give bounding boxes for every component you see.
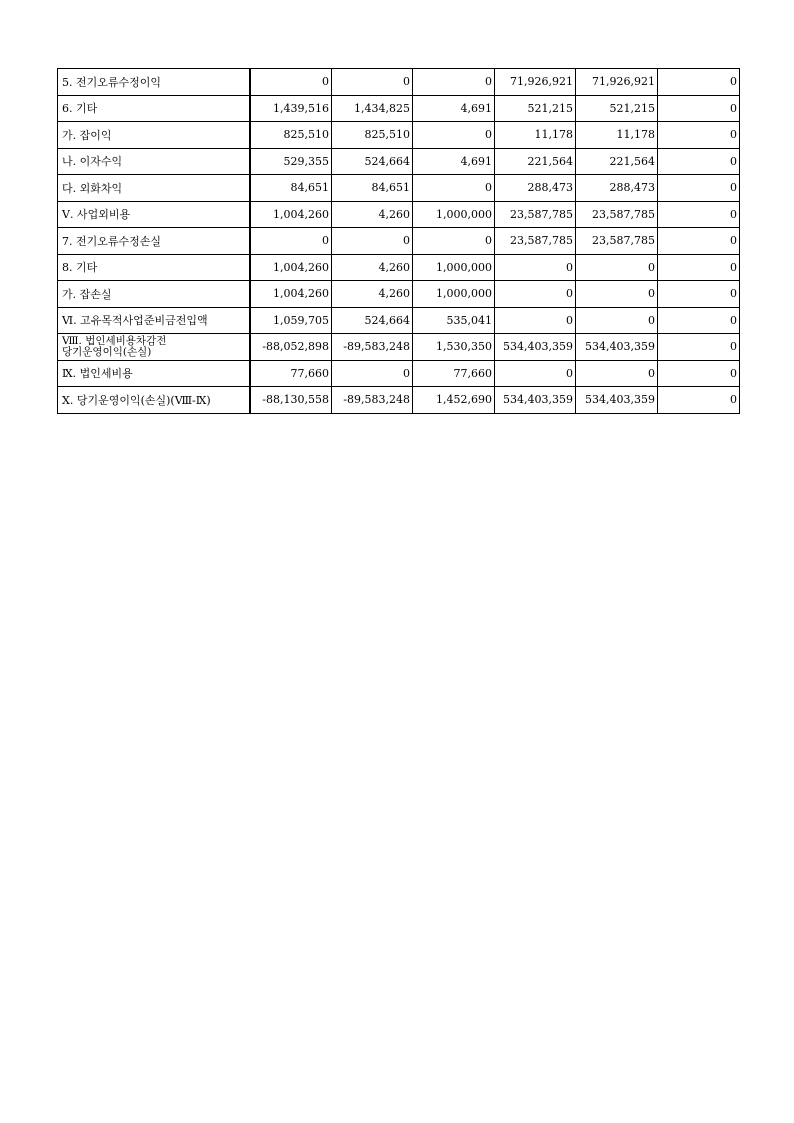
table-cell: 4,691 [413,95,495,122]
table-cell: 529,355 [250,148,332,175]
table-cell: 23,587,785 [576,228,658,255]
table-cell: 0 [658,307,740,334]
table-cell: 825,510 [250,122,332,149]
table-cell: 1,439,516 [250,95,332,122]
table-cell: 0 [413,69,495,96]
table-cell: 4,691 [413,148,495,175]
table-row [58,387,740,414]
table-row [58,148,740,175]
table-cell: 84,651 [332,175,413,202]
table-row [58,69,740,96]
table-cell: 1,004,260 [250,201,332,228]
table-cell: -89,583,248 [332,334,413,361]
table-cell: 521,215 [495,95,576,122]
table-cell: 534,403,359 [576,387,658,414]
financial-statement-table [57,68,740,414]
row-label: 8. 기타 [58,254,250,281]
table-cell: 11,178 [495,122,576,149]
table-cell: 1,000,000 [413,201,495,228]
row-label: 다. 외화차익 [58,175,250,202]
table-cell: 0 [658,228,740,255]
table-cell: 23,587,785 [576,201,658,228]
table-row [58,307,740,334]
table-cell: 535,041 [413,307,495,334]
table-cell: 288,473 [495,175,576,202]
table-cell: 0 [658,122,740,149]
row-label: 가. 잡손실 [58,281,250,308]
table-cell: 521,215 [576,95,658,122]
table-cell: 0 [658,360,740,387]
table-row [58,228,740,255]
table-cell: 0 [495,360,576,387]
row-label: Ⅴ. 사업외비용 [58,201,250,228]
table-cell: 1,004,260 [250,281,332,308]
table-cell: 77,660 [413,360,495,387]
table-cell: 1,000,000 [413,254,495,281]
table-cell: 0 [658,175,740,202]
table-cell: 0 [250,69,332,96]
table-cell: 77,660 [250,360,332,387]
table-cell: 0 [658,69,740,96]
table-cell: 524,664 [332,148,413,175]
table-cell: 1,530,350 [413,334,495,361]
table-cell: 534,403,359 [495,387,576,414]
table-cell: 0 [576,281,658,308]
table-row [58,95,740,122]
table-cell: 1,434,825 [332,95,413,122]
table-cell: 0 [332,69,413,96]
table-cell: 0 [332,228,413,255]
table-row [58,360,740,387]
table-cell: 0 [658,281,740,308]
table-cell: 0 [658,201,740,228]
table-cell: 0 [250,228,332,255]
table-cell: 0 [413,228,495,255]
table-cell: 221,564 [576,148,658,175]
table-cell: 0 [495,307,576,334]
row-label: 가. 잡이익 [58,122,250,149]
table-cell: -88,130,558 [250,387,332,414]
table-cell: 534,403,359 [495,334,576,361]
table-cell: 825,510 [332,122,413,149]
table-cell: 4,260 [332,254,413,281]
table-cell: 0 [495,281,576,308]
table-cell: 0 [413,175,495,202]
row-label-line: Ⅷ. 법인세비용차감전 [62,334,167,347]
table-cell: 0 [495,254,576,281]
table-row [58,175,740,202]
table-cell: 71,926,921 [576,69,658,96]
table-row [58,281,740,308]
table-cell: 0 [658,95,740,122]
row-label: 7. 전기오류수정손실 [58,228,250,255]
table-cell: 0 [576,254,658,281]
row-label: 6. 기타 [58,95,250,122]
table-row [58,334,740,361]
table-cell: 1,452,690 [413,387,495,414]
row-label: 5. 전기오류수정이익 [58,69,250,96]
table-cell: 23,587,785 [495,228,576,255]
table-cell: 1,004,260 [250,254,332,281]
row-label [58,334,250,361]
table-cell: 221,564 [495,148,576,175]
table-cell: 534,403,359 [576,334,658,361]
table-cell: 84,651 [250,175,332,202]
row-label: Ⅸ. 법인세비용 [58,360,250,387]
row-label: Ⅹ. 당기운영이익(손실)(Ⅷ-Ⅸ) [58,387,250,414]
table-cell: 288,473 [576,175,658,202]
table-cell: 0 [658,148,740,175]
table-cell: 0 [658,387,740,414]
table-row [58,201,740,228]
table-cell: 4,260 [332,201,413,228]
table-cell: 0 [658,254,740,281]
table-cell: 0 [332,360,413,387]
row-label: 나. 이자수익 [58,148,250,175]
table-cell: 0 [658,334,740,361]
table-cell: 1,000,000 [413,281,495,308]
table-cell: 4,260 [332,281,413,308]
table-cell: 0 [576,307,658,334]
row-label: Ⅵ. 고유목적사업준비금전입액 [58,307,250,334]
table-row [58,122,740,149]
table-cell: -89,583,248 [332,387,413,414]
table-cell: 11,178 [576,122,658,149]
table-cell: -88,052,898 [250,334,332,361]
table-cell: 524,664 [332,307,413,334]
table-cell: 1,059,705 [250,307,332,334]
row-label-line: 당기운영이익(손실) [62,345,152,358]
table-cell: 71,926,921 [495,69,576,96]
table-cell: 0 [576,360,658,387]
table-cell: 23,587,785 [495,201,576,228]
table-row [58,254,740,281]
table-cell: 0 [413,122,495,149]
